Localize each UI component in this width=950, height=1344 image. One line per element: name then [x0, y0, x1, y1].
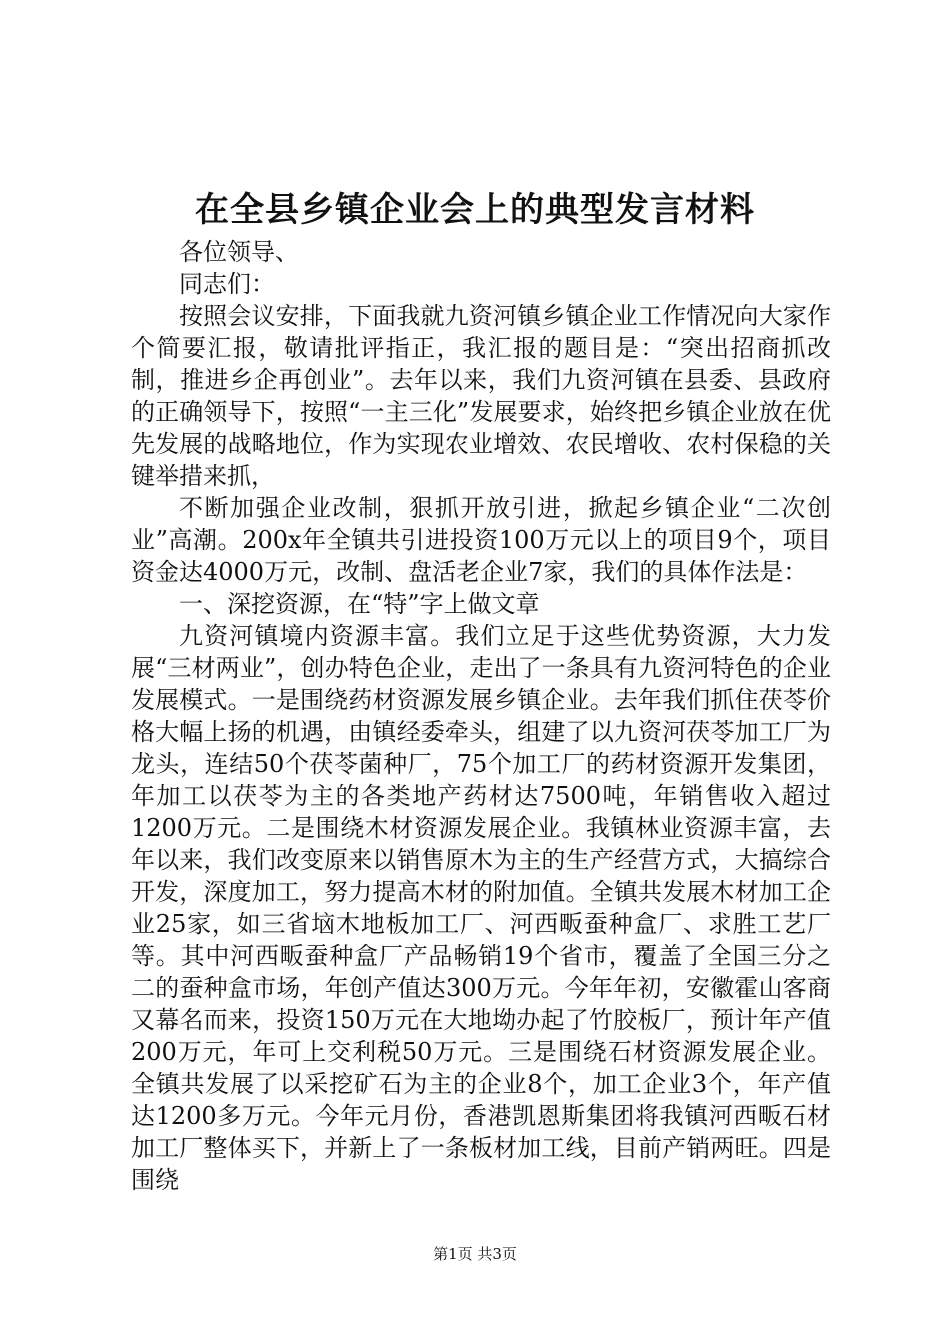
body-paragraph: 九资河镇境内资源丰富。我们立足于这些优势资源，大力发展“三材两业”，创办特色企业，走出了一条具有九资河特色的企业发展模式。一是围绕药材资源发展乡镇企业。去年我们抓住茯苓价格大幅上扬的机遇，由镇经委牵头，组建了以九资河茯苓加工厂为龙头，连结50个茯苓菌种厂，75个加工厂的药材资源开发集团，年加工以茯苓为主的各类地产药材达7500吨，年销售收入超过1200万元。二是围绕木材资源发展企业。我镇林业资源丰富，去年以来，我们改变原来以销售原木为主的生产经营方式，大搞综合开发，深度加工，努力提高木材的附加值。全镇共发展木材加工企业25家，如三省垴木地板加工厂、河西畈蚕种盒厂、求胜工艺厂等。其中河西畈蚕种盒厂产品畅销19个省市，覆盖了全国三分之二的蚕种盒市场，年创产值达300万元。今年年初，安徽霍山客商又幕名而来，投资150万元在大地坳办起了竹胶板厂，预计年产值200万元，年可上交利税50万元。三是围绕石材资源发展企业。全镇共发展了以采挖矿石为主的企业8个，加工企业3个，年产值达1200多万元。今年元月份，香港凯恩斯集团将我镇河西畈石材加工厂整体买下，并新上了一条板材加工线，目前产销两旺。四是围绕 — [131, 622, 831, 1194]
document-body — [131, 236, 831, 1196]
document-title: 在全县乡镇企业会上的典型发言材料 — [195, 190, 755, 230]
body-paragraph: 不断加强企业改制，狠抓开放引进，掀起乡镇企业“二次创业”高潮。200x年全镇共引进投资100万元以上的项目9个，项目资金达4000万元，改制、盘活老企业7家，我们的具体作法是： — [131, 494, 831, 586]
salutation-line: 同志们： — [179, 270, 275, 298]
salutation-line: 各位领导、 — [179, 238, 299, 266]
body-paragraph: 按照会议安排，下面我就九资河镇乡镇企业工作情况向大家作个简要汇报，敬请批评指正，我汇报的题目是：“突出招商抓改制，推进乡企再创业”。去年以来，我们九资河镇在县委、县政府的正确领导下，按照“一主三化”发展要求，始终把乡镇企业放在优先发展的战略地位，作为实现农业增效、农民增收、农村保稳的关键举措来抓， — [131, 302, 831, 490]
page-footer: 第1页 共3页 — [433, 1245, 517, 1263]
section-heading: 一、深挖资源，在“特”字上做文章 — [179, 590, 540, 618]
